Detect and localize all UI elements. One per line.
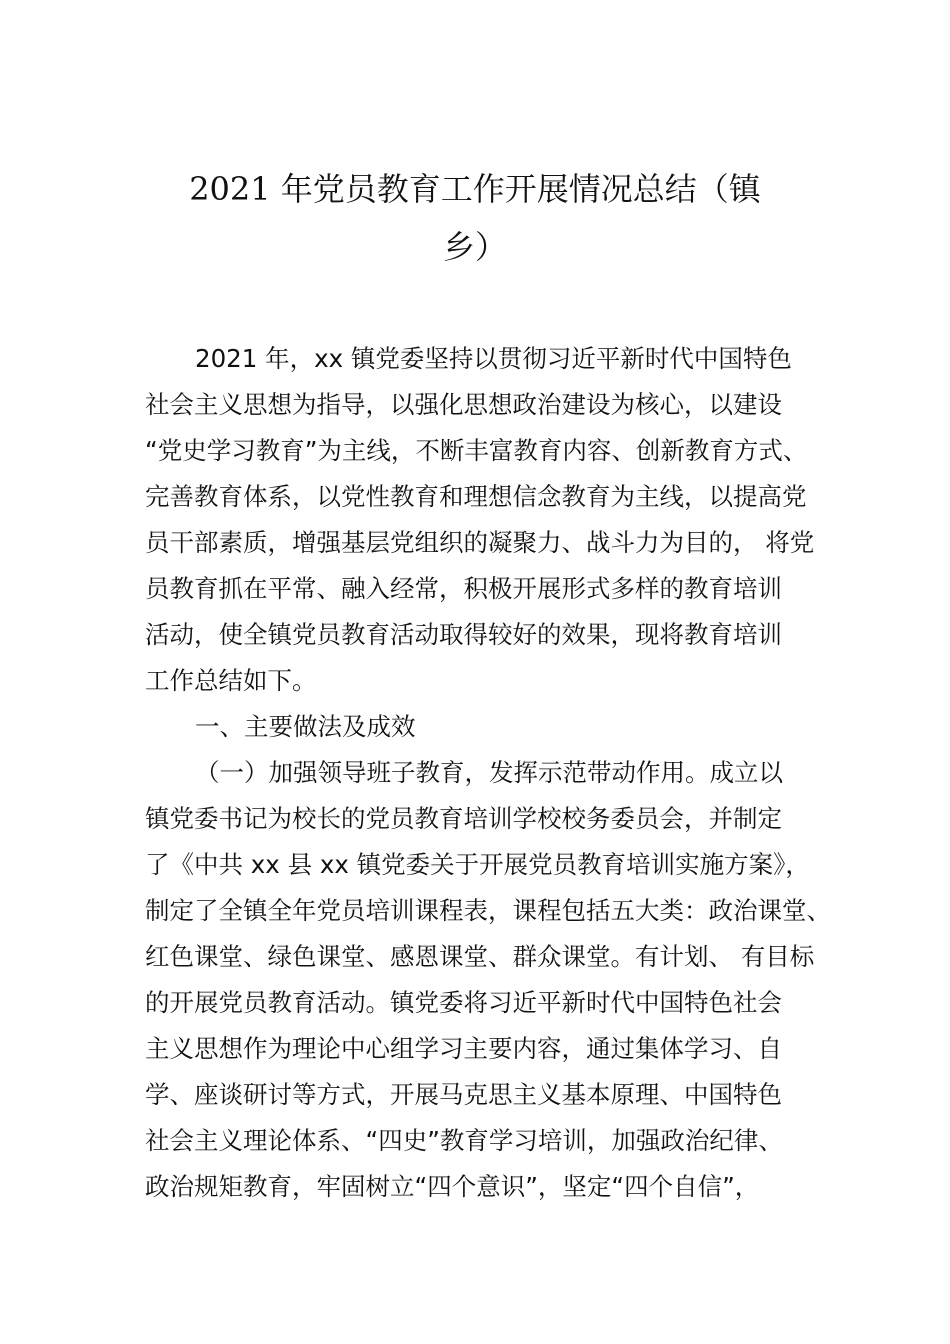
paragraph-line: 活动，使全镇党员教育活动取得较好的效果，现将教育培训 xyxy=(145,620,782,649)
paragraph-line: 制定了全镇全年党员培训课程表，课程包括五大类：政治课堂、 xyxy=(145,896,831,925)
paragraph-line: （一）加强领导班子教育，发挥示范带动作用。成立以 xyxy=(195,758,783,787)
title-line-2: 乡） xyxy=(442,228,507,266)
title-line-1: 2021 年党员教育工作开展情况总结（镇 xyxy=(189,170,761,208)
paragraph-line: “党史学习教育”为主线，不断丰富教育内容、创新教育方式、 xyxy=(145,436,808,465)
paragraph-line: 完善教育体系，以党性教育和理想信念教育为主线，以提高党 xyxy=(145,482,807,511)
paragraph-line: 了《中共 xx 县 xx 镇党委关于开展党员教育培训实施方案》， xyxy=(145,850,810,879)
paragraph-line: 社会主义理论体系、“四史”教育学习培训，加强政治纪律、 xyxy=(145,1126,783,1155)
paragraph-line: 社会主义思想为指导，以强化思想政治建设为核心，以建设 xyxy=(145,390,782,419)
section-heading: 一、主要做法及成效 xyxy=(195,712,416,741)
paragraph-line: 红色课堂、绿色课堂、感恩课堂、群众课堂。有计划、 有目标 xyxy=(145,942,815,971)
paragraph-line: 学、座谈研讨等方式，开展马克思主义基本原理、中国特色 xyxy=(145,1080,782,1109)
paragraph-line: 员教育抓在平常、融入经常，积极开展形式多样的教育培训 xyxy=(145,574,782,603)
paragraph-line: 员干部素质，增强基层党组织的凝聚力、战斗力为目的， 将党 xyxy=(145,528,815,557)
paragraph-line: 的开展党员教育活动。镇党委将习近平新时代中国特色社会 xyxy=(145,988,782,1017)
paragraph-line: 2021 年，xx 镇党委坚持以贯彻习近平新时代中国特色 xyxy=(195,344,792,373)
document-body xyxy=(145,336,835,1210)
paragraph-line: 工作总结如下。 xyxy=(145,666,317,695)
paragraph-line: 镇党委书记为校长的党员教育培训学校校务委员会，并制定 xyxy=(145,804,782,833)
paragraph-line: 政治规矩教育，牢固树立“四个意识”，坚定“四个自信”， xyxy=(145,1172,760,1201)
document-title xyxy=(145,160,805,276)
paragraph-line: 主义思想作为理论中心组学习主要内容，通过集体学习、自 xyxy=(145,1034,782,1063)
